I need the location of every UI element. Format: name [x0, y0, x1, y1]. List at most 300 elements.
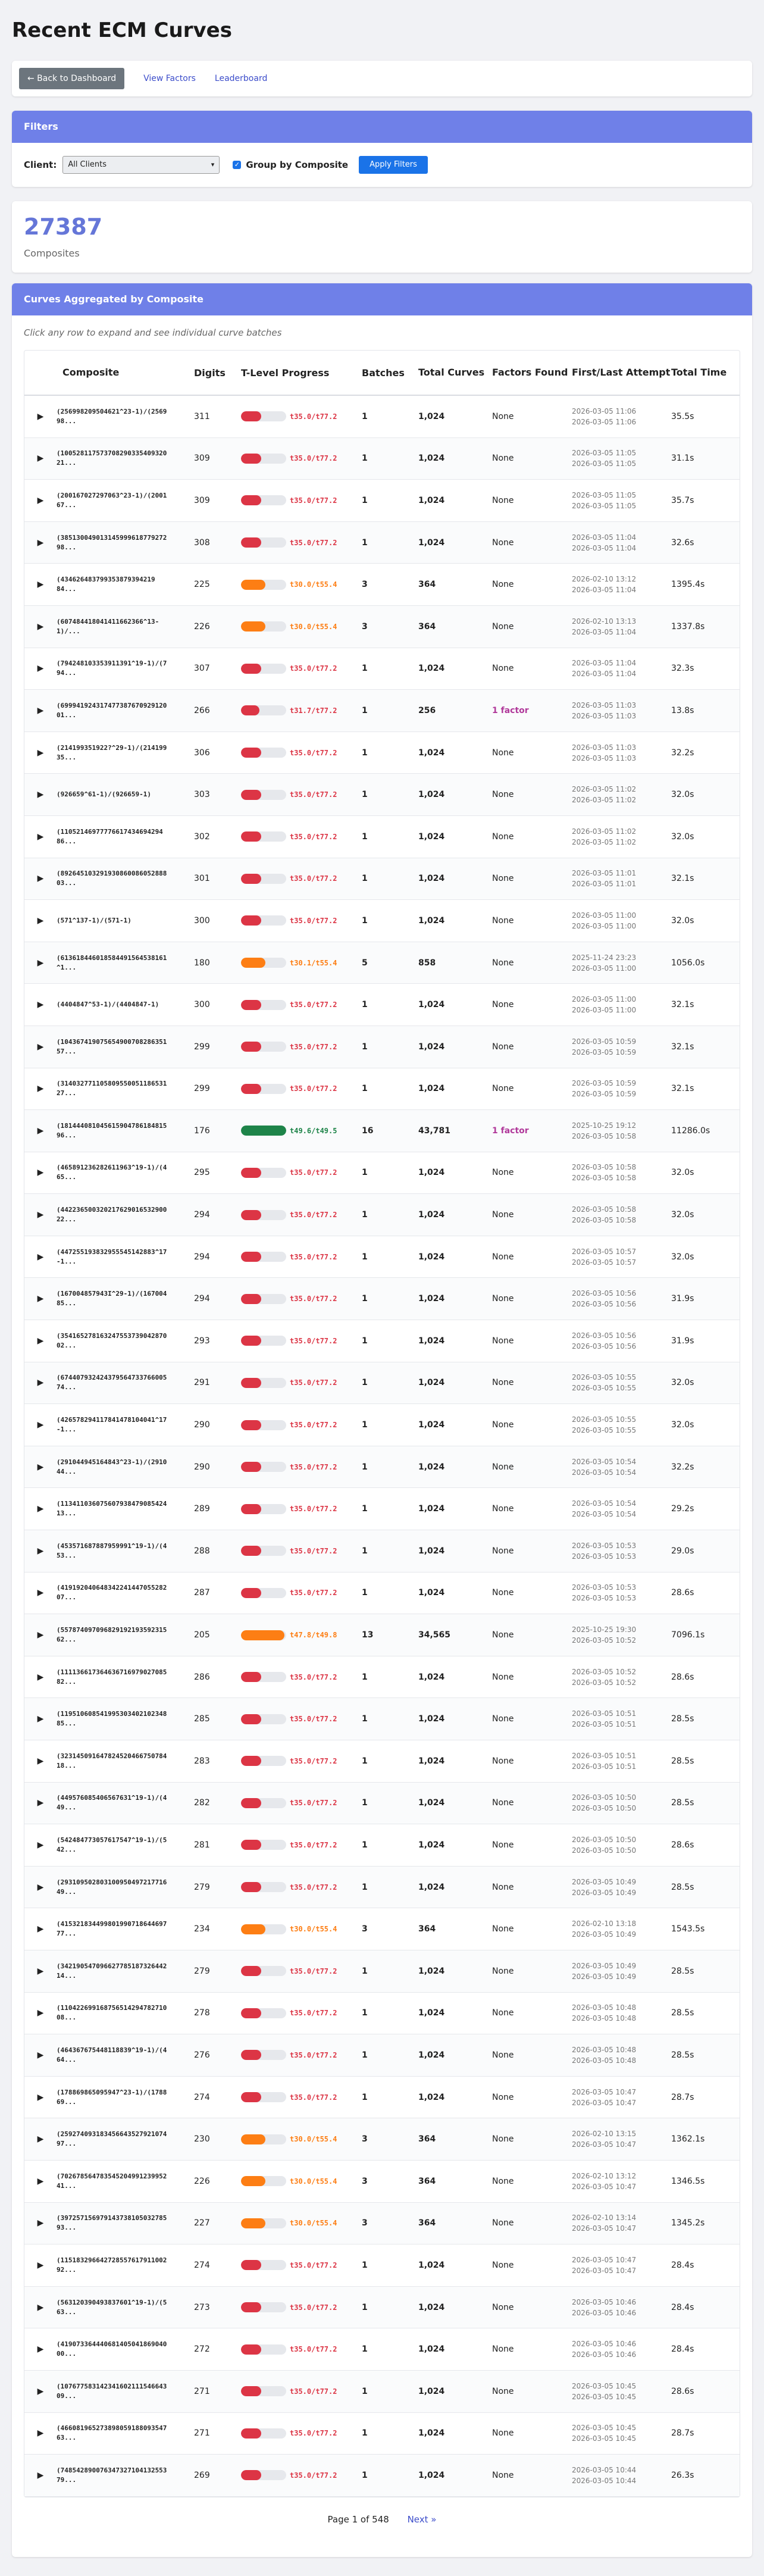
expand-triangle-icon[interactable]: ▶ — [37, 580, 44, 590]
next-page-link[interactable]: Next » — [407, 2514, 437, 2525]
first-attempt: 2026-03-05 10:53 — [572, 1583, 637, 1592]
composite-cell: (113411036075607938479085424 13... — [57, 1500, 167, 1518]
total-time-cell: 28.4s — [671, 2344, 694, 2355]
total-time-cell: 26.3s — [671, 2470, 694, 2480]
tlevel-progress-bar — [241, 1378, 286, 1388]
table-row[interactable] — [24, 1908, 740, 1950]
expand-triangle-icon[interactable]: ▶ — [37, 1210, 44, 1220]
tlevel-progress-bar — [241, 2344, 286, 2355]
factors-found-cell: None — [492, 2008, 514, 2018]
tlevel-text: t35.0/t77.2 — [290, 1001, 337, 1009]
digits-cell: 309 — [194, 454, 210, 464]
table-row[interactable] — [24, 522, 740, 564]
batches-cell: 1 — [362, 2470, 368, 2480]
table-row[interactable] — [24, 1656, 740, 1699]
table-row[interactable] — [24, 1110, 740, 1152]
batches-cell: 3 — [362, 621, 368, 632]
attempt-cell — [572, 1246, 671, 1268]
first-attempt: 2026-03-05 10:55 — [572, 1415, 637, 1424]
total-time-cell: 32.0s — [671, 1420, 694, 1430]
table-row[interactable] — [24, 564, 740, 606]
tlevel-text: t35.0/t77.2 — [290, 664, 337, 673]
factors-found-cell: None — [492, 1210, 514, 1220]
attempt-cell — [572, 742, 671, 764]
pagination — [12, 2514, 752, 2527]
tlevel-cell — [241, 2260, 362, 2270]
first-attempt: 2026-02-10 13:15 — [572, 2130, 637, 2139]
tlevel-progress-bar — [241, 537, 286, 548]
factors-found-cell[interactable]: 1 factor — [492, 705, 529, 715]
first-attempt: 2026-03-05 11:05 — [572, 490, 637, 499]
attempt-cell — [572, 2002, 671, 2024]
attempt-cell — [572, 784, 671, 805]
factors-found-cell: None — [492, 958, 514, 968]
digits-cell: 225 — [194, 580, 210, 590]
tlevel-progress-fill — [241, 1462, 261, 1472]
batches-cell: 1 — [362, 1000, 368, 1010]
expand-triangle-icon[interactable]: ▶ — [37, 1840, 44, 1850]
batches-cell: 1 — [362, 1588, 368, 1598]
total-time-cell: 32.0s — [671, 831, 694, 842]
table-row[interactable] — [24, 1867, 740, 1909]
total-curves-cell: 1,024 — [418, 1000, 445, 1010]
expand-triangle-icon[interactable]: ▶ — [37, 1252, 44, 1262]
table-row[interactable] — [24, 1026, 740, 1068]
tlevel-cell — [241, 2302, 362, 2312]
table-row[interactable] — [24, 1068, 740, 1111]
tlevel-progress-bar — [241, 2218, 286, 2228]
digits-cell: 271 — [194, 2428, 210, 2439]
tlevel-progress-bar — [241, 1294, 286, 1304]
table-row[interactable] — [24, 1783, 740, 1825]
first-attempt: 2026-03-05 11:00 — [572, 911, 637, 920]
digits-cell: 299 — [194, 1042, 210, 1052]
back-to-dashboard-button[interactable]: ← Back to Dashboard — [19, 68, 124, 89]
expand-triangle-icon[interactable]: ▶ — [37, 2218, 44, 2228]
digits-cell: 294 — [194, 1210, 210, 1220]
table-row[interactable] — [24, 2287, 740, 2329]
digits-cell: 311 — [194, 411, 210, 421]
expand-triangle-icon[interactable]: ▶ — [37, 2386, 44, 2396]
tlevel-text: t30.0/t55.4 — [290, 1925, 337, 1934]
total-time-cell: 31.1s — [671, 454, 694, 464]
expand-triangle-icon[interactable]: ▶ — [37, 2050, 44, 2060]
batches-cell: 1 — [362, 2050, 368, 2060]
apply-filters-button[interactable]: Apply Filters — [359, 156, 428, 174]
composite-cell: (426578294117841478104041^17 -1... — [57, 1416, 167, 1434]
total-time-cell: 1056.0s — [671, 958, 705, 968]
expand-triangle-icon[interactable]: ▶ — [37, 1882, 44, 1892]
composite-cell: (110521469777766174346942​94 86... — [57, 827, 163, 845]
batches-cell: 1 — [362, 1714, 368, 1724]
tlevel-progress-bar — [241, 2008, 286, 2018]
tlevel-progress-bar — [241, 1210, 286, 1220]
expand-triangle-icon[interactable]: ▶ — [37, 1378, 44, 1388]
tlevel-progress-fill — [241, 411, 261, 421]
composite-cell: (464367675448118839^19-1)/(4 64... — [57, 2046, 167, 2064]
total-curves-cell: 1,024 — [418, 1378, 445, 1388]
client-select[interactable] — [62, 156, 220, 174]
expand-triangle-icon[interactable]: ▶ — [37, 1504, 44, 1514]
tlevel-cell — [241, 1252, 362, 1262]
table-row[interactable] — [24, 858, 740, 901]
expand-triangle-icon[interactable]: ▶ — [37, 748, 44, 758]
digits-cell: 303 — [194, 790, 210, 800]
batches-cell: 3 — [362, 2134, 368, 2144]
table-row[interactable] — [24, 1740, 740, 1783]
total-curves-cell: 364 — [418, 1924, 436, 1934]
tlevel-text: t35.0/t77.2 — [290, 2387, 337, 2396]
expand-triangle-icon[interactable]: ▶ — [37, 2092, 44, 2102]
digits-cell: 272 — [194, 2344, 210, 2355]
first-attempt: 2026-03-05 10:56 — [572, 1331, 637, 1340]
factors-found-cell: None — [492, 748, 514, 758]
total-time-cell: 1543.5s — [671, 1924, 705, 1934]
expand-triangle-icon[interactable]: ▶ — [37, 495, 44, 505]
expand-triangle-icon[interactable]: ▶ — [37, 1084, 44, 1094]
tlevel-progress-bar — [241, 1336, 286, 1346]
table-row[interactable] — [24, 900, 740, 942]
expand-triangle-icon[interactable]: ▶ — [37, 790, 44, 800]
attempt-cell — [572, 1414, 671, 1436]
tlevel-progress-bar — [241, 664, 286, 674]
expand-triangle-icon[interactable]: ▶ — [37, 1462, 44, 1472]
table-row[interactable] — [24, 2161, 740, 2203]
total-time-cell: 28.7s — [671, 2428, 694, 2439]
expand-triangle-icon[interactable]: ▶ — [37, 1000, 44, 1010]
tlevel-cell — [241, 1000, 362, 1010]
attempt-cell — [572, 574, 671, 595]
curves-table — [24, 350, 740, 2497]
total-curves-cell: 1,024 — [418, 2428, 445, 2439]
tlevel-progress-bar — [241, 2386, 286, 2396]
last-attempt: 2026-03-05 11:04 — [572, 543, 637, 552]
first-attempt: 2026-03-05 10:50 — [572, 1793, 637, 1802]
factors-found-cell: None — [492, 1252, 514, 1262]
attempt-cell — [572, 532, 671, 554]
last-attempt: 2026-03-05 10:56 — [572, 1342, 637, 1350]
total-time-cell: 1362.1s — [671, 2134, 705, 2144]
digits-cell: 279 — [194, 1966, 210, 1976]
last-attempt: 2026-03-05 10:55 — [572, 1384, 637, 1393]
table-row[interactable] — [24, 606, 740, 648]
tlevel-cell — [241, 2008, 362, 2018]
composite-cell: (674407932424379564733766005 74... — [57, 1374, 167, 1392]
attempt-cell — [572, 1918, 671, 1940]
table-row[interactable] — [24, 2203, 740, 2245]
tlevel-text: t35.0/t77.2 — [290, 748, 337, 757]
first-attempt: 2026-03-05 10:54 — [572, 1457, 637, 1466]
batches-cell: 1 — [362, 1336, 368, 1346]
table-row[interactable] — [24, 1152, 740, 1195]
tlevel-progress-fill — [241, 915, 261, 926]
table-row[interactable] — [24, 690, 740, 732]
tlevel-progress-fill — [241, 1924, 265, 1934]
table-row[interactable] — [24, 2034, 740, 2077]
tlevel-text: t35.0/t77.2 — [290, 1336, 337, 1345]
expand-triangle-icon[interactable]: ▶ — [37, 2344, 44, 2355]
expand-triangle-icon[interactable]: ▶ — [37, 831, 44, 842]
expand-triangle-icon[interactable]: ▶ — [37, 2134, 44, 2144]
first-attempt: 2026-03-05 10:47 — [572, 2087, 637, 2096]
expand-triangle-icon[interactable]: ▶ — [37, 1588, 44, 1598]
factors-found-cell: None — [492, 2386, 514, 2396]
last-attempt: 2026-03-05 10:54 — [572, 1510, 637, 1519]
table-row[interactable] — [24, 480, 740, 522]
factors-found-cell: None — [492, 2470, 514, 2480]
total-curves-cell: 1,024 — [418, 2302, 445, 2312]
filters-header: Filters — [12, 111, 752, 143]
tlevel-text: t35.0/t77.2 — [290, 2093, 337, 2102]
factors-found-cell: None — [492, 2050, 514, 2060]
tlevel-text: t35.0/t77.2 — [290, 1589, 337, 1598]
table-row[interactable] — [24, 1278, 740, 1320]
table-row[interactable] — [24, 396, 740, 438]
batches-cell: 1 — [362, 1168, 368, 1178]
expand-triangle-icon[interactable]: ▶ — [37, 1294, 44, 1304]
expand-triangle-icon[interactable]: ▶ — [37, 1336, 44, 1346]
last-attempt: 2026-03-05 10:47 — [572, 2098, 637, 2107]
attempt-cell — [572, 1372, 671, 1393]
composite-cell: (465891236282611963^19-1)/(4 65... — [57, 1164, 167, 1181]
tlevel-progress-bar — [241, 2050, 286, 2060]
tlevel-text: t35.0/t77.2 — [290, 1168, 337, 1177]
expand-triangle-icon[interactable]: ▶ — [37, 664, 44, 674]
tlevel-text: t35.0/t77.2 — [290, 2009, 337, 2018]
table-row[interactable] — [24, 438, 740, 480]
first-attempt: 2026-03-05 11:02 — [572, 827, 637, 836]
table-row[interactable] — [24, 1488, 740, 1530]
attempt-cell — [572, 2381, 671, 2402]
tlevel-progress-fill — [241, 1336, 261, 1346]
table-row[interactable] — [24, 1236, 740, 1278]
last-attempt: 2026-03-05 10:54 — [572, 1468, 637, 1477]
group-by-composite-checkbox[interactable]: ✓ — [233, 161, 241, 169]
expand-triangle-icon[interactable]: ▶ — [37, 1168, 44, 1178]
expand-triangle-icon[interactable]: ▶ — [37, 1672, 44, 1682]
total-curves-cell: 1,024 — [418, 495, 445, 505]
table-row[interactable] — [24, 774, 740, 816]
table-row[interactable] — [24, 1530, 740, 1573]
table-row[interactable] — [24, 732, 740, 774]
expand-triangle-icon[interactable]: ▶ — [37, 2176, 44, 2186]
tlevel-progress-bar — [241, 1084, 286, 1094]
attempt-cell — [572, 1162, 671, 1183]
batches-cell: 1 — [362, 1252, 368, 1262]
composite-cell: (256998209504621^23-1)/(2569 98... — [57, 407, 167, 425]
table-row[interactable] — [24, 1446, 740, 1489]
expand-triangle-icon[interactable]: ▶ — [37, 874, 44, 884]
table-row[interactable] — [24, 1320, 740, 1362]
tlevel-cell — [241, 790, 362, 800]
expand-triangle-icon[interactable]: ▶ — [37, 2470, 44, 2480]
expand-triangle-icon[interactable]: ▶ — [37, 2302, 44, 2312]
expand-triangle-icon[interactable]: ▶ — [37, 1756, 44, 1766]
expand-triangle-icon[interactable]: ▶ — [37, 2428, 44, 2439]
batches-cell: 1 — [362, 1210, 368, 1220]
total-curves-cell: 1,024 — [418, 2386, 445, 2396]
expand-triangle-icon[interactable]: ▶ — [37, 1966, 44, 1976]
expand-triangle-icon[interactable]: ▶ — [37, 1924, 44, 1934]
digits-cell: 306 — [194, 748, 210, 758]
expand-triangle-icon[interactable]: ▶ — [37, 1126, 44, 1136]
total-curves-cell: 1,024 — [418, 1840, 445, 1850]
tlevel-cell — [241, 1798, 362, 1808]
last-attempt: 2026-03-05 10:49 — [572, 1888, 637, 1897]
tlevel-progress-fill — [241, 2092, 261, 2102]
tlevel-cell — [241, 1378, 362, 1388]
factors-found-cell: None — [492, 537, 514, 548]
expand-triangle-icon[interactable]: ▶ — [37, 1546, 44, 1556]
expand-triangle-icon[interactable]: ▶ — [37, 1630, 44, 1640]
table-row[interactable] — [24, 942, 740, 984]
factors-found-cell: None — [492, 411, 514, 421]
digits-cell: 230 — [194, 2134, 210, 2144]
col-batches: Batches — [362, 367, 405, 379]
composite-cell: (557874097096829192193592315 62... — [57, 1626, 167, 1644]
last-attempt: 2026-03-05 10:50 — [572, 1846, 637, 1855]
expand-triangle-icon[interactable]: ▶ — [37, 1420, 44, 1430]
digits-cell: 271 — [194, 2386, 210, 2396]
expand-triangle-icon[interactable]: ▶ — [37, 1798, 44, 1808]
composite-cell: (699941924317477387670929120 01... — [57, 701, 167, 719]
tlevel-cell — [241, 2470, 362, 2480]
batches-cell: 1 — [362, 537, 368, 548]
factors-found-cell: None — [492, 1882, 514, 1892]
factors-found-cell: None — [492, 1840, 514, 1850]
expand-triangle-icon[interactable]: ▶ — [37, 2260, 44, 2270]
expand-triangle-icon[interactable]: ▶ — [37, 1714, 44, 1724]
first-attempt: 2026-03-05 10:48 — [572, 2003, 637, 2012]
tlevel-progress-fill — [241, 1588, 261, 1598]
tlevel-progress-fill — [241, 2134, 265, 2144]
last-attempt: 2026-03-05 10:49 — [572, 1972, 637, 1981]
tlevel-cell — [241, 831, 362, 842]
attempt-cell — [572, 1078, 671, 1099]
last-attempt: 2026-03-05 11:00 — [572, 1006, 637, 1015]
tlevel-progress-fill — [241, 1084, 261, 1094]
table-row[interactable] — [24, 2371, 740, 2413]
digits-cell: 295 — [194, 1168, 210, 1178]
tlevel-cell — [241, 1504, 362, 1514]
tlevel-progress-fill — [241, 1756, 261, 1766]
tlevel-progress-bar — [241, 705, 286, 715]
tlevel-progress-fill — [241, 1630, 284, 1640]
last-attempt: 2026-03-05 10:47 — [572, 2224, 637, 2233]
table-row[interactable] — [24, 1362, 740, 1405]
composite-cell: (259274093183456643527921074 97... — [57, 2130, 167, 2148]
total-curves-cell: 364 — [418, 621, 436, 632]
digits-cell: 226 — [194, 2176, 210, 2186]
total-curves-cell: 1,024 — [418, 411, 445, 421]
digits-cell: 301 — [194, 874, 210, 884]
digits-cell: 226 — [194, 621, 210, 632]
table-row[interactable] — [24, 2455, 740, 2497]
expand-triangle-icon[interactable]: ▶ — [37, 454, 44, 464]
tlevel-progress-fill — [241, 2428, 261, 2439]
expand-triangle-icon[interactable]: ▶ — [37, 411, 44, 421]
digits-cell: 307 — [194, 664, 210, 674]
table-row[interactable] — [24, 1993, 740, 2035]
attempt-cell — [572, 1330, 671, 1352]
expand-triangle-icon[interactable]: ▶ — [37, 958, 44, 968]
composite-cell: (4404847^53-1)/(4404847-1) — [57, 1001, 159, 1009]
total-curves-cell: 256 — [418, 705, 436, 715]
digits-cell: 290 — [194, 1462, 210, 1472]
batches-cell: 1 — [362, 2302, 368, 2312]
table-row[interactable] — [24, 1824, 740, 1867]
table-row[interactable] — [24, 2244, 740, 2287]
attempt-cell — [572, 1582, 671, 1603]
tlevel-text: t30.0/t55.4 — [290, 622, 337, 631]
expand-triangle-icon[interactable]: ▶ — [37, 537, 44, 548]
table-row[interactable] — [24, 1698, 740, 1740]
batches-cell: 3 — [362, 580, 368, 590]
leaderboard-link[interactable]: Leaderboard — [214, 74, 268, 83]
factors-found-cell[interactable]: 1 factor — [492, 1126, 529, 1136]
table-row[interactable] — [24, 2077, 740, 2119]
client-select-value: All Clients — [68, 160, 107, 169]
total-curves-cell: 1,024 — [418, 2008, 445, 2018]
table-row[interactable] — [24, 984, 740, 1026]
batches-cell: 1 — [362, 2428, 368, 2439]
tlevel-progress-bar — [241, 1546, 286, 1556]
table-row[interactable] — [24, 816, 740, 858]
tlevel-text: t35.0/t77.2 — [290, 1252, 337, 1261]
batches-cell: 1 — [362, 2386, 368, 2396]
table-row[interactable] — [24, 2118, 740, 2161]
total-time-cell: 28.5s — [671, 1756, 694, 1766]
tlevel-progress-bar — [241, 1000, 286, 1010]
tlevel-progress-fill — [241, 748, 261, 758]
expand-triangle-icon[interactable]: ▶ — [37, 1042, 44, 1052]
total-curves-cell: 1,024 — [418, 1252, 445, 1262]
expand-triangle-icon[interactable]: ▶ — [37, 621, 44, 632]
expand-triangle-icon[interactable]: ▶ — [37, 915, 44, 926]
composite-cell: (342190547096627785187326442 14... — [57, 1962, 167, 1980]
table-row[interactable] — [24, 1573, 740, 1615]
expand-triangle-icon[interactable]: ▶ — [37, 705, 44, 715]
factors-found-cell: None — [492, 1042, 514, 1052]
tlevel-cell — [241, 2428, 362, 2439]
view-factors-link[interactable]: View Factors — [143, 74, 196, 83]
first-attempt: 2026-03-05 11:04 — [572, 659, 637, 668]
total-time-cell: 32.0s — [671, 1252, 694, 1262]
table-row[interactable] — [24, 2413, 740, 2455]
batches-cell: 1 — [362, 1756, 368, 1766]
table-row[interactable] — [24, 1950, 740, 1993]
col-digits: Digits — [194, 367, 226, 379]
nav-bar — [12, 61, 752, 96]
tlevel-text: t35.0/t77.2 — [290, 1211, 337, 1220]
composite-cell: (702678564783545204991239952 41... — [57, 2172, 167, 2190]
composite-cell: (181444081045615904786184815 96... — [57, 1121, 167, 1139]
total-curves-cell: 1,024 — [418, 1168, 445, 1178]
total-curves-cell: 1,024 — [418, 2344, 445, 2355]
first-attempt: 2026-03-05 10:58 — [572, 1205, 637, 1214]
table-row[interactable] — [24, 1404, 740, 1446]
table-row[interactable] — [24, 1194, 740, 1236]
table-row[interactable] — [24, 1614, 740, 1656]
table-row[interactable] — [24, 2328, 740, 2371]
group-by-composite-label[interactable]: Group by Composite — [246, 160, 349, 170]
expand-triangle-icon[interactable]: ▶ — [37, 2008, 44, 2018]
last-attempt: 2026-03-05 10:58 — [572, 1216, 637, 1225]
composite-cell: (115183296642728557617911002 92... — [57, 2256, 167, 2274]
first-attempt: 2026-03-05 11:03 — [572, 743, 637, 752]
table-row[interactable] — [24, 648, 740, 690]
tlevel-text: t35.0/t77.2 — [290, 790, 337, 799]
